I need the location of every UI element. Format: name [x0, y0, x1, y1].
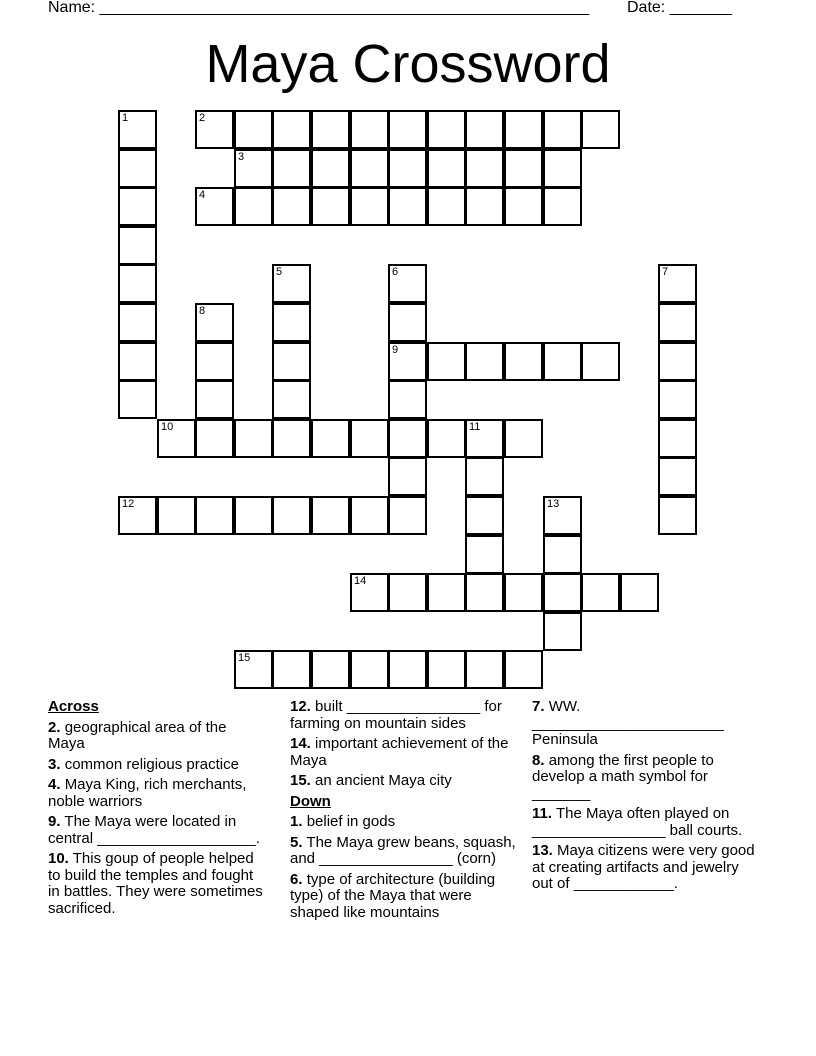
clue-across-9: 9. The Maya were located in central ___________________.: [48, 813, 260, 847]
grid-cell[interactable]: [465, 149, 504, 188]
grid-cell[interactable]: [504, 650, 543, 689]
grid-cell[interactable]: [272, 342, 311, 381]
grid-cell[interactable]: [118, 264, 157, 303]
grid-cell[interactable]: [465, 419, 504, 458]
clue-down-13: 13. Maya citizens were very good at creating artifacts and jewelry out of ____________.: [532, 842, 755, 892]
clue-number: 2: [199, 112, 206, 124]
grid-cell[interactable]: [350, 187, 389, 226]
grid-cell[interactable]: [465, 187, 504, 226]
grid-cell[interactable]: [350, 110, 389, 149]
grid-cell[interactable]: [195, 380, 234, 419]
grid-cell[interactable]: [658, 419, 697, 458]
grid-cell[interactable]: [311, 419, 350, 458]
grid-cell[interactable]: [118, 187, 157, 226]
grid-cell[interactable]: [350, 419, 389, 458]
grid-cell[interactable]: [272, 303, 311, 342]
grid-cell[interactable]: [272, 419, 311, 458]
grid-cell[interactable]: [272, 149, 311, 188]
grid-cell[interactable]: [234, 419, 273, 458]
grid-cell[interactable]: [543, 149, 582, 188]
page-title: Maya Crossword: [205, 34, 611, 94]
grid-cell[interactable]: [504, 419, 543, 458]
grid-cell[interactable]: [118, 342, 157, 381]
grid-cell[interactable]: [118, 110, 157, 149]
clue-number: 1: [122, 112, 129, 124]
grid-cell[interactable]: [581, 342, 620, 381]
grid-cell[interactable]: [195, 419, 234, 458]
grid-cell[interactable]: [504, 573, 543, 612]
grid-cell[interactable]: [504, 149, 543, 188]
grid-cell[interactable]: [234, 110, 273, 149]
grid-cell[interactable]: [465, 342, 504, 381]
clue-across-2: 2. geographical area of the Maya: [48, 718, 227, 752]
clue-number: 3: [238, 151, 245, 163]
across-heading: Across: [48, 698, 99, 715]
clue-down-6: 6. type of architecture (building type) of the Maya that were shaped like mountains: [290, 870, 496, 921]
clue-number: 15: [238, 652, 251, 664]
grid-cell[interactable]: [118, 226, 157, 265]
clue-down-5: 5. The Maya grew beans, squash, and ________________ (corn): [290, 833, 516, 867]
grid-cell[interactable]: [388, 496, 427, 535]
clue-column-2: [290, 699, 518, 925]
grid-cell[interactable]: [427, 110, 466, 149]
grid-cell[interactable]: [234, 149, 273, 188]
clue-number: 5: [276, 266, 283, 278]
grid-cell[interactable]: [388, 149, 427, 188]
grid-cell[interactable]: [157, 496, 196, 535]
grid-cell[interactable]: [118, 496, 157, 535]
clue-number: 4: [199, 189, 206, 201]
grid-cell[interactable]: [543, 187, 582, 226]
grid-cell[interactable]: [543, 573, 582, 612]
clue-across-3: 3. common religious practice: [48, 755, 239, 773]
grid-cell[interactable]: [272, 187, 311, 226]
grid-cell[interactable]: [388, 110, 427, 149]
clue-across-10: 10. This goup of people helped to build the temples and fought in battles. They were sometimes sacrificed.: [48, 850, 263, 917]
grid-cell[interactable]: [504, 342, 543, 381]
grid-cell[interactable]: [543, 496, 582, 535]
grid-cell[interactable]: [272, 496, 311, 535]
grid-cell[interactable]: [195, 342, 234, 381]
grid-cell[interactable]: [658, 342, 697, 381]
grid-cell[interactable]: [543, 110, 582, 149]
grid-cell[interactable]: [350, 149, 389, 188]
grid-cell[interactable]: [581, 110, 620, 149]
grid-cell[interactable]: [427, 342, 466, 381]
grid-cell[interactable]: [195, 303, 234, 342]
grid-cell[interactable]: [118, 303, 157, 342]
grid-cell[interactable]: [350, 573, 389, 612]
clue-number: 14: [354, 575, 367, 587]
grid-cell[interactable]: [272, 110, 311, 149]
grid-cell[interactable]: [658, 303, 697, 342]
name-field-label: Name: _______________________________________________________: [48, 0, 589, 16]
grid-cell[interactable]: [388, 303, 427, 342]
grid-cell[interactable]: [311, 187, 350, 226]
clue-number: 9: [392, 344, 399, 356]
grid-cell[interactable]: [427, 573, 466, 612]
grid-cell[interactable]: [581, 573, 620, 612]
grid-cell[interactable]: [388, 264, 427, 303]
clue-number: 8: [199, 305, 206, 317]
grid-cell[interactable]: [311, 496, 350, 535]
grid-cell[interactable]: [465, 535, 504, 574]
grid-cell[interactable]: [388, 650, 427, 689]
grid-cell[interactable]: [465, 573, 504, 612]
clue-number: 11: [469, 421, 481, 433]
grid-cell[interactable]: [620, 573, 659, 612]
grid-cell[interactable]: [504, 187, 543, 226]
grid-cell[interactable]: [195, 496, 234, 535]
grid-cell[interactable]: [118, 149, 157, 188]
grid-cell[interactable]: [427, 650, 466, 689]
grid-cell[interactable]: [388, 380, 427, 419]
grid-cell[interactable]: [234, 187, 273, 226]
grid-cell[interactable]: [272, 650, 311, 689]
grid-cell[interactable]: [543, 342, 582, 381]
clue-down-1: 1. belief in gods: [290, 813, 396, 830]
grid-cell[interactable]: [465, 457, 504, 496]
down-heading: Down: [290, 792, 331, 810]
clue-number: 7: [662, 266, 669, 278]
clue-across-4: 4. Maya King, rich merchants, noble warriors: [48, 776, 247, 810]
clue-number: 10: [161, 421, 174, 433]
grid-cell[interactable]: [543, 612, 582, 651]
grid-cell[interactable]: [543, 535, 582, 574]
grid-cell[interactable]: [311, 149, 350, 188]
grid-cell[interactable]: [272, 264, 311, 303]
grid-cell[interactable]: [465, 110, 504, 149]
grid-cell[interactable]: [311, 650, 350, 689]
grid-cell[interactable]: [388, 187, 427, 226]
grid-cell[interactable]: [427, 187, 466, 226]
grid-cell[interactable]: [658, 457, 697, 496]
clue-across-14: 14. important achievement of the Maya: [290, 735, 509, 769]
grid-cell[interactable]: [388, 573, 427, 612]
clue-down-8: 8. among the first people to develop a math symbol for _______: [532, 751, 714, 802]
grid-cell[interactable]: [350, 496, 389, 535]
grid-cell[interactable]: [658, 264, 697, 303]
clue-number: 13: [547, 498, 560, 510]
clue-down-11: 11. The Maya often played on ________________ ball courts.: [532, 805, 743, 839]
clue-number: 12: [122, 498, 135, 510]
grid-cell[interactable]: [234, 650, 273, 689]
grid-cell[interactable]: [311, 110, 350, 149]
clue-across-12: 12. built ________________ for farming on mountain sides: [290, 698, 502, 732]
grid-cell[interactable]: [234, 496, 273, 535]
grid-cell[interactable]: [350, 650, 389, 689]
grid-cell[interactable]: [195, 187, 234, 226]
clue-across-15: 15. an ancient Maya city: [290, 772, 452, 789]
grid-cell[interactable]: [195, 110, 234, 149]
grid-cell[interactable]: [465, 496, 504, 535]
grid-cell[interactable]: [427, 419, 466, 458]
grid-cell[interactable]: [388, 342, 427, 381]
grid-cell[interactable]: [388, 419, 427, 458]
grid-cell[interactable]: [157, 419, 196, 458]
grid-cell[interactable]: [465, 650, 504, 689]
clue-column-3: [532, 699, 760, 897]
clue-column-1: [48, 699, 266, 921]
clue-number: 6: [392, 266, 399, 278]
grid-cell[interactable]: [118, 380, 157, 419]
grid-cell[interactable]: [272, 380, 311, 419]
grid-cell[interactable]: [658, 380, 697, 419]
grid-cell[interactable]: [427, 149, 466, 188]
clue-down-7: 7. WW. _______________________ Peninsula: [532, 698, 724, 748]
grid-cell[interactable]: [658, 496, 697, 535]
date-field-label: Date: _______: [627, 0, 732, 16]
grid-cell[interactable]: [504, 110, 543, 149]
grid-cell[interactable]: [388, 457, 427, 496]
